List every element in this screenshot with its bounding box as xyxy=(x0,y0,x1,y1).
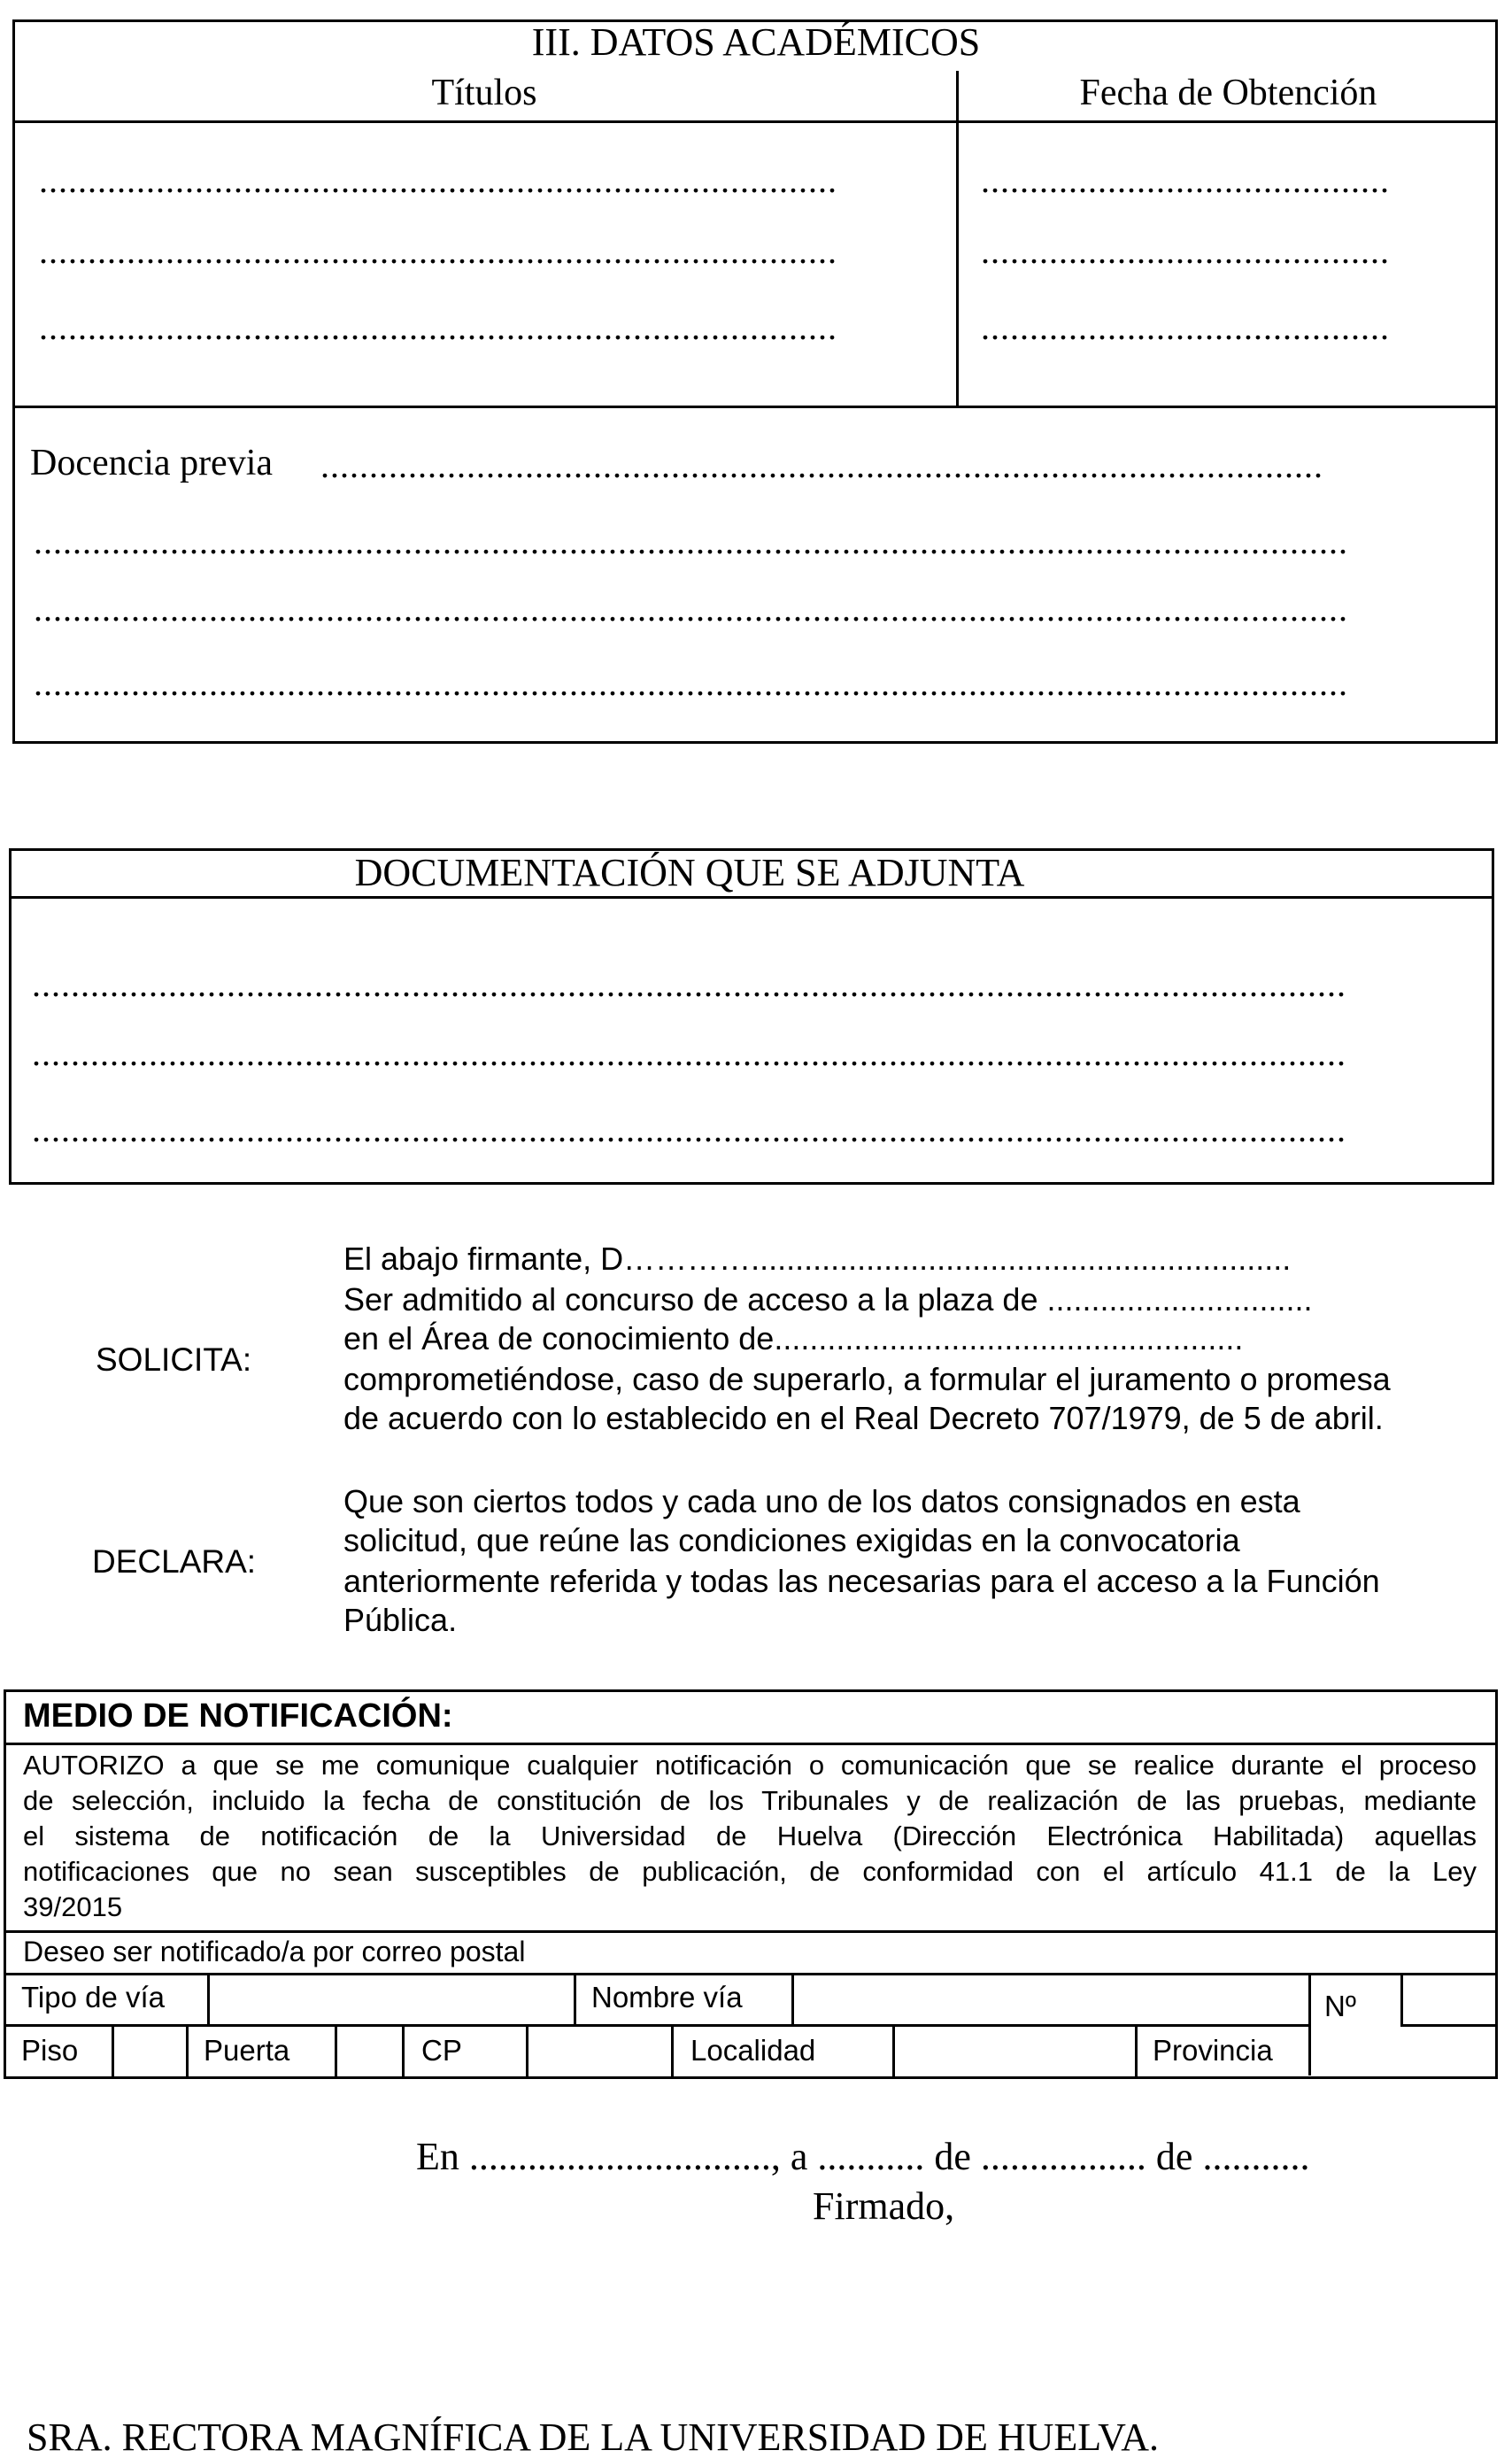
cp-input[interactable] xyxy=(528,2027,671,2077)
academic-column-divider xyxy=(956,71,959,407)
numero-input[interactable] xyxy=(1403,1975,1495,2024)
title-entry-line[interactable]: .................................................................................. xyxy=(39,232,837,271)
authorize-bottom-divider xyxy=(4,1930,1498,1933)
academic-heading: III. DATOS ACADÉMICOS xyxy=(531,20,981,64)
declara-text-line: solicitud, que reúne las condiciones exigidas en la convocatoria xyxy=(343,1522,1240,1558)
declara-label: DECLARA: xyxy=(92,1543,257,1580)
authorize-text-line: AUTORIZO a que se me comunique cualquier notificación o comunicación que se realice durante el proceso xyxy=(23,1750,1477,1781)
academic-data-box xyxy=(12,19,1498,744)
solicita-text-line: de acuerdo con lo establecido en el Real Decreto 707/1979, de 5 de abril. xyxy=(343,1400,1384,1436)
title-entry-line[interactable]: .................................................................................. xyxy=(39,308,837,347)
declara-text-line: Pública. xyxy=(343,1602,458,1638)
docencia-entry-line[interactable]: ....................................................................................................................................... xyxy=(34,522,1348,561)
documentation-entry-line[interactable]: ....................................................................................................................................... xyxy=(32,1034,1346,1073)
puerta-label: Puerta xyxy=(204,2034,290,2067)
cp-input-divider xyxy=(671,2024,674,2077)
localidad-input[interactable] xyxy=(895,2027,1135,2077)
provincia-label: Provincia xyxy=(1153,2034,1273,2067)
piso-label: Piso xyxy=(21,2034,79,2067)
authorize-text-line: notificaciones que no sean susceptibles de publicación, de conformidad con el artículo 41.1 de la Ley xyxy=(23,1856,1477,1887)
documentation-heading: DOCUMENTACIÓN QUE SE ADJUNTA xyxy=(354,851,1025,894)
notification-heading: MEDIO DE NOTIFICACIÓN: xyxy=(23,1697,453,1735)
solicita-text-line: comprometiéndose, caso de superarlo, a formular el juramento o promesa xyxy=(343,1361,1391,1397)
titles-column-header: Títulos xyxy=(431,73,537,113)
place-date-line[interactable]: En ..............................., a ........... de ................. de ........... xyxy=(416,2135,1310,2178)
docencia-entry-line[interactable]: ....................................................................................................... xyxy=(320,446,1323,485)
authorize-text-line: de selección, incluido la fecha de constitución de los Tribunales y de realización de las pruebas, mediante xyxy=(23,1785,1477,1816)
documentation-entry-line[interactable]: ....................................................................................................................................... xyxy=(32,1110,1346,1149)
academic-titles-bottom-divider xyxy=(12,406,1498,408)
authorize-text-line: 39/2015 xyxy=(23,1891,123,1922)
docencia-previa-label: Docencia previa xyxy=(30,443,274,483)
tipo-via-input-divider xyxy=(574,1973,576,2024)
solicita-text-line: Ser admitido al concurso de acceso a la plaza de .............................. xyxy=(343,1281,1313,1318)
nombre-via-label: Nombre vía xyxy=(591,1981,743,2014)
puerta-input-divider xyxy=(402,2024,405,2077)
docencia-entry-line[interactable]: ....................................................................................................................................... xyxy=(34,590,1348,629)
nombre-via-input[interactable] xyxy=(794,1975,1308,2024)
declara-text-line: anteriormente referida y todas las necesarias para el acceso a la Función xyxy=(343,1563,1380,1599)
academic-header-divider xyxy=(12,120,1498,123)
provincia-input[interactable] xyxy=(1311,2027,1495,2077)
addressee-line: SRA. RECTORA MAGNÍFICA DE LA UNIVERSIDAD DE HUELVA. xyxy=(27,2415,1159,2458)
documentation-entry-line[interactable]: ....................................................................................................................................... xyxy=(32,965,1346,1004)
piso-input[interactable] xyxy=(114,2027,186,2077)
solicita-label: SOLICITA: xyxy=(96,1341,252,1378)
localidad-label: Localidad xyxy=(690,2034,816,2067)
localidad-input-divider xyxy=(1135,2024,1138,2077)
date-entry-line[interactable]: .......................................... xyxy=(981,161,1390,200)
signed-label: Firmado, xyxy=(813,2184,955,2228)
docencia-entry-line[interactable]: ....................................................................................................................................... xyxy=(34,664,1348,703)
tipo-via-input[interactable] xyxy=(210,1975,574,2024)
puerta-input[interactable] xyxy=(337,2027,402,2077)
solicita-text-line: en el Área de conocimiento de..................................................... xyxy=(343,1320,1244,1357)
date-column-header: Fecha de Obtención xyxy=(1079,73,1377,113)
piso-input-divider xyxy=(186,2024,189,2077)
authorize-text-line: el sistema de notificación de la Universidad de Huelva (Dirección Electrónica Habilitada) aquellas xyxy=(23,1820,1477,1851)
solicita-text-line: El abajo firmante, D…………............................................................. xyxy=(343,1241,1292,1277)
postal-option-label[interactable]: Deseo ser notificado/a por correo postal xyxy=(23,1936,526,1967)
tipo-via-label: Tipo de vía xyxy=(21,1981,166,2014)
date-entry-line[interactable]: .......................................... xyxy=(981,308,1390,347)
cp-label: CP xyxy=(421,2034,462,2067)
declara-text-line: Que son ciertos todos y cada uno de los datos consignados en esta xyxy=(343,1483,1300,1519)
notification-header-divider xyxy=(4,1743,1498,1745)
date-entry-line[interactable]: .......................................... xyxy=(981,232,1390,271)
title-entry-line[interactable]: .................................................................................. xyxy=(39,161,837,200)
numero-label: Nº xyxy=(1324,1990,1356,2022)
